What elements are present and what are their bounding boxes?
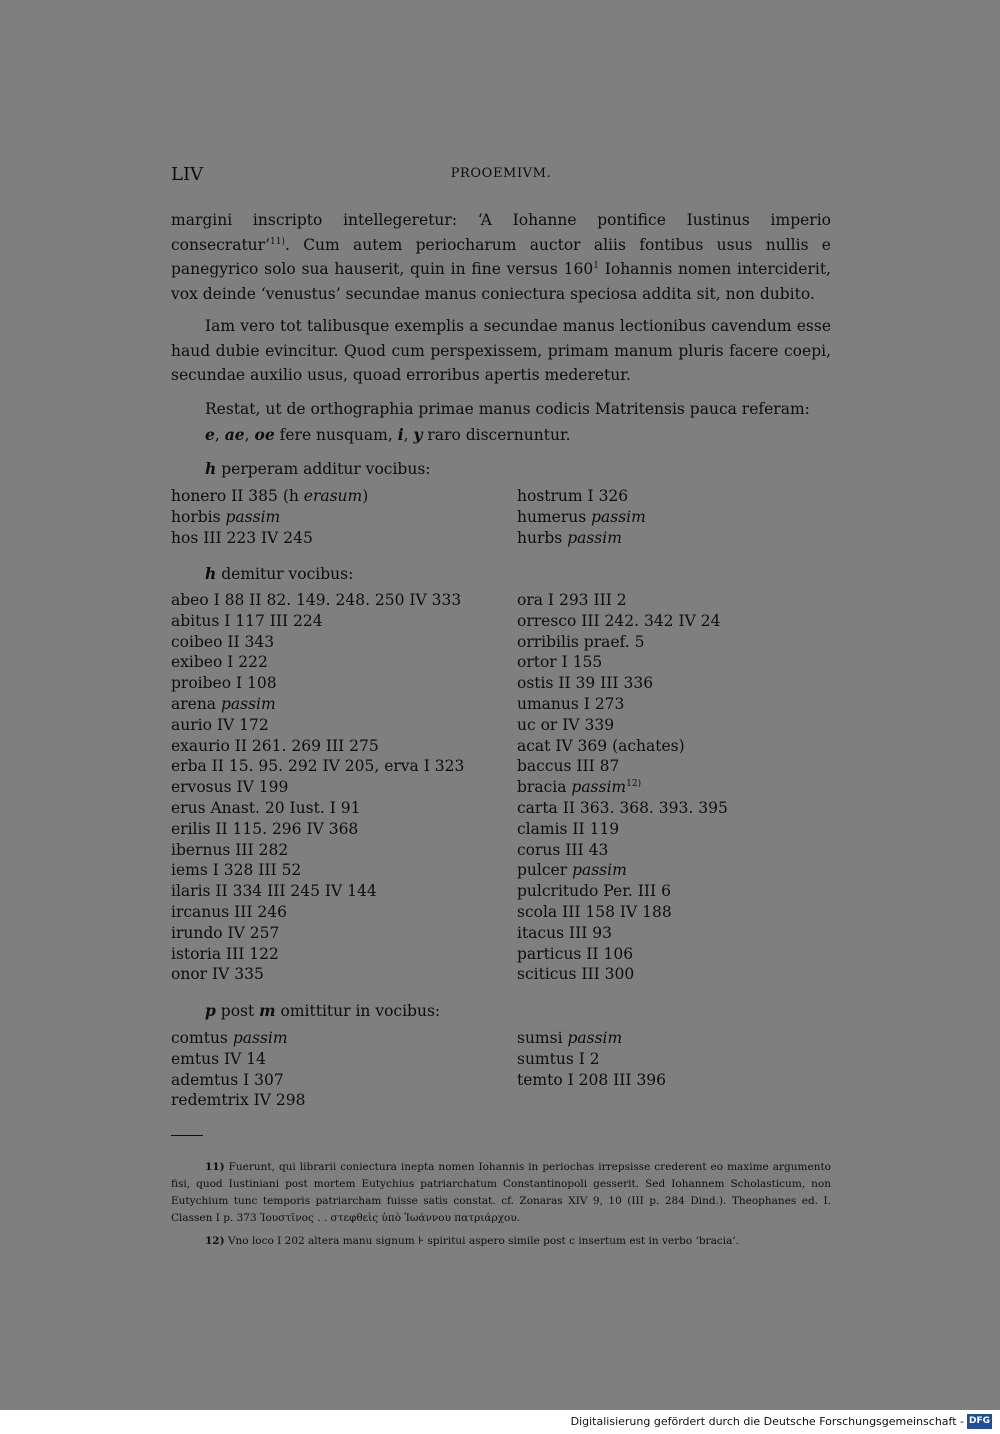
list-item: ilaris II 334 III 245 IV 144 xyxy=(171,882,377,901)
running-title: PROOEMIVM. xyxy=(450,166,552,181)
page-header xyxy=(171,164,831,186)
list-item: humerus passim xyxy=(517,507,646,526)
word-list-right xyxy=(517,486,646,548)
list-item: iems I 328 III 52 xyxy=(171,861,302,880)
word-list-left xyxy=(171,590,464,985)
word-list-right xyxy=(517,590,728,985)
footnote-11: 11) Fuerunt, qui librarii coniectura inepta nomen Iohannis in periochas irrepsisse crederent eo maxime argumento fisi, quod Iustiniani post mortem Eutychius patriarchatum Constantinopoli gesserit. Sed Iohannem Scholasticum, non Eutychium tunc temporis patriarcham fuisse satis constat. cf. Zonaras XIV 9, 10 (III p. 284 Dind.). Theophanes ed. I. Classen I p. 373 Ἰουστῖνος . . στεφθεὶς ὑπὸ Ἰωάννου πατριάρχου. xyxy=(171,1161,831,1224)
list-item: itacus III 93 xyxy=(517,923,612,942)
list-item: temto I 208 III 396 xyxy=(517,1070,667,1089)
list-item: ervosus IV 199 xyxy=(171,778,289,797)
list-item: particus II 106 xyxy=(517,944,634,963)
word-list-right xyxy=(517,1028,666,1090)
list-item: exibeo I 222 xyxy=(171,653,268,672)
list-item: scola III 158 IV 188 xyxy=(517,902,672,921)
list-item: orresco III 242. 342 IV 24 xyxy=(517,611,721,630)
list-item: horbis passim xyxy=(171,507,281,526)
paragraph-2: Iam vero tot talibusque exemplis a secundae manus lectionibus cavendum esse haud dubie evincitur. Quod cum perspexissem, primam manum pluris facere coepi, secundae auxilio usus, quoad erroribus apertis mederetur. xyxy=(171,317,831,384)
paragraph-3: Restat, ut de orthographia primae manus codicis Matritensis pauca referam: xyxy=(205,400,810,418)
list-item: proibeo I 108 xyxy=(171,674,277,693)
footer-bar xyxy=(0,1410,1000,1434)
list-item: istoria III 122 xyxy=(171,944,279,963)
list-item: hostrum I 326 xyxy=(517,487,629,505)
list-item: redemtrix IV 298 xyxy=(171,1091,306,1110)
list-item: irundo IV 257 xyxy=(171,923,280,942)
paragraph-4: e, ae, oe fere nusquam, i, y raro discernuntur. xyxy=(205,425,571,444)
list-item: bracia passim$^{12)}$ xyxy=(517,778,642,797)
list-item: acat IV 369 (achates) xyxy=(517,736,685,755)
list-item: ircanus III 246 xyxy=(171,902,288,921)
list-item: uc or IV 339 xyxy=(517,715,615,734)
list-item: hurbs passim xyxy=(517,528,622,547)
footnote-rule xyxy=(171,1135,203,1136)
dfg-logo[interactable]: DFG xyxy=(967,1414,992,1429)
list-item: aurio IV 172 xyxy=(171,715,269,734)
list-item: abeo I 88 II 82. 149. 248. 250 IV 333 xyxy=(171,591,462,609)
list-item: hos III 223 IV 245 xyxy=(171,528,313,547)
list-item: umanus I 273 xyxy=(517,694,625,713)
paragraph-1: margini inscripto intellegeretur: ‘A Iohanne pontifice Iustinus imperio consecratur’$^{11)}$. Cum autem periocharum auctor aliis fontibus usus nullis e panegyrico solo sua hauserit, quin in fine versus $160^1$ Iohannis nomen interciderit, vox deinde ‘venustus’ secundae manus coniectura speciosa addita sit, non dubito. xyxy=(171,211,832,303)
section-heading-h-additur: h perperam additur vocibus: xyxy=(205,459,431,478)
list-item: carta II 363. 368. 393. 395 xyxy=(517,798,728,817)
list-item: comtus passim xyxy=(171,1029,288,1047)
list-item: emtus IV 14 xyxy=(171,1049,266,1068)
list-item: pulcritudo Per. III 6 xyxy=(517,882,671,901)
list-item: sumtus I 2 xyxy=(517,1049,600,1068)
footnote-12: 12) Vno loco I 202 altera manu signum ⊦ spiritui aspero simile post c insertum est in verbo ‘bracia’. xyxy=(205,1235,740,1247)
list-item: erus Anast. 20 Iust. I 91 xyxy=(171,798,361,817)
folio-number: LIV xyxy=(171,164,204,185)
section-heading-h-demitur: h demitur vocibus: xyxy=(205,564,354,583)
list-item: corus III 43 xyxy=(517,840,609,859)
word-list-left xyxy=(171,1028,305,1111)
list-item: onor IV 335 xyxy=(171,965,264,984)
list-item: coibeo II 343 xyxy=(171,632,275,651)
list-item: abitus I 117 III 224 xyxy=(171,611,323,630)
superscript-1: 1 xyxy=(593,261,599,271)
list-item: clamis II 119 xyxy=(517,819,620,838)
list-item: erilis II 115. 296 IV 368 xyxy=(171,819,359,838)
list-item: honero II 385 (h erasum) xyxy=(171,487,369,505)
list-item: pulcer passim xyxy=(517,861,627,880)
list-item: exaurio II 261. 269 III 275 xyxy=(171,736,379,755)
list-item: ora I 293 III 2 xyxy=(517,591,627,609)
list-item: ortor I 155 xyxy=(517,653,603,672)
list-item: sumsi passim xyxy=(517,1029,623,1047)
list-item: erba II 15. 95. 292 IV 205, erva I 323 xyxy=(171,757,465,776)
list-item: arena passim xyxy=(171,694,276,713)
funding-notice: Digitalisierung gefördert durch die Deutsche Forschungsgemeinschaft - xyxy=(570,1415,964,1428)
section-heading-p-omittitur: p post m omittitur in vocibus: xyxy=(205,1001,441,1020)
list-item: baccus III 87 xyxy=(517,757,620,776)
list-item: ademtus I 307 xyxy=(171,1070,284,1089)
list-item: ostis II 39 III 336 xyxy=(517,674,654,693)
list-item: ibernus III 282 xyxy=(171,840,289,859)
list-item: orribilis praef. 5 xyxy=(517,632,645,651)
footnote-ref-11: 11) xyxy=(270,236,285,247)
word-list-left xyxy=(171,486,368,548)
list-item: sciticus III 300 xyxy=(517,965,635,984)
